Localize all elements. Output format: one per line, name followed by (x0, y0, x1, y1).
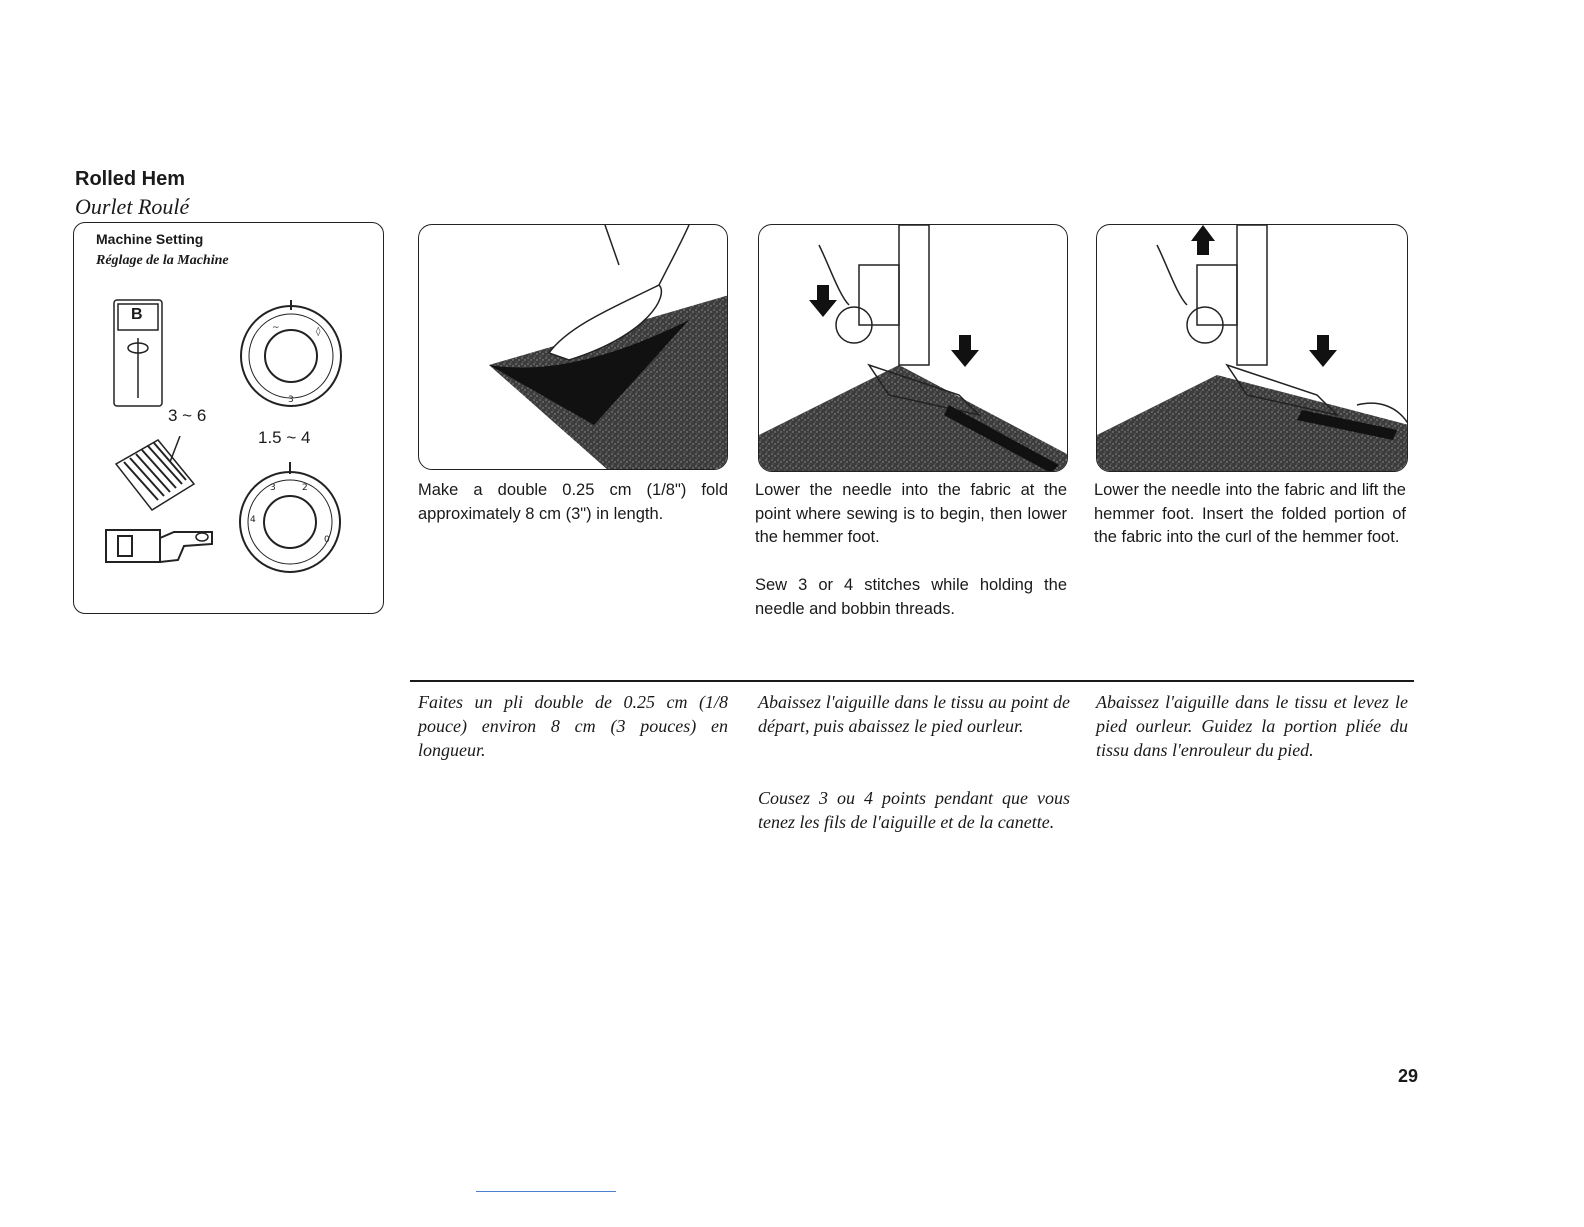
svg-text:4: 4 (250, 515, 256, 525)
section-title: Rolled Hem (75, 168, 186, 190)
svg-text:◊: ◊ (316, 327, 321, 337)
svg-text:~: ~ (272, 323, 280, 333)
step2-note-fr: Cousez 3 ou 4 points pendant que vous tenez les fils de l'aiguille et de la canette. (758, 788, 1070, 832)
lower-needle-photo (758, 224, 1068, 472)
svg-text:2: 2 (302, 483, 308, 493)
step3-text-en: Lower the needle into the fabric and lift the hemmer foot. Insert the folded portion of the fabric into the curl of the hemmer foot. (1094, 481, 1406, 546)
hemmer-foot-icon (104, 524, 218, 568)
svg-text:3: 3 (288, 395, 294, 405)
divider-rule (410, 680, 1414, 682)
step1-text-en: Make a double 0.25 cm (1/8") fold approximately 8 cm (3") in length. (418, 481, 728, 523)
machine-setting-label-fr: Réglage de la Machine (96, 253, 229, 268)
svg-text:3: 3 (270, 483, 276, 493)
section-title-fr: Ourlet Roulé (75, 194, 190, 219)
machine-setting-label: Machine Setting (96, 231, 204, 247)
pattern-dial-icon (238, 298, 348, 408)
step1-text-fr: Faites un pli double de 0.25 cm (1/8 pouce) environ 8 cm (3 pouces) en longueur. (418, 692, 728, 760)
fold-fabric-illustration (418, 224, 728, 470)
svg-text:0: 0 (324, 535, 330, 545)
stitch-length-range: 3 ~ 6 (168, 406, 207, 425)
pattern-letter: B (131, 306, 143, 323)
insert-fold-photo (1096, 224, 1408, 472)
step3-text-fr: Abaissez l'aiguille dans le tissu et levez le pied ourleur. Guidez la portion pliée du tissu dans l'enrouleur du pied. (1096, 692, 1408, 760)
step2-text-en: Lower the needle into the fabric at the point where sewing is to begin, then lower the hemmer foot. (755, 481, 1067, 546)
scan-artifact-line (476, 1191, 616, 1192)
stitch-width-range: 1.5 ~ 4 (258, 428, 311, 447)
step2-text-fr: Abaissez l'aiguille dans le tissu au point de départ, puis abaissez le pied ourleur. (758, 692, 1070, 736)
step2-note-en: Sew 3 or 4 stitches while holding the needle and bobbin threads. (755, 576, 1067, 618)
stitch-length-dial-icon (108, 436, 204, 516)
page-number: 29 (1398, 1066, 1419, 1086)
stitch-width-dial-icon (236, 460, 346, 578)
